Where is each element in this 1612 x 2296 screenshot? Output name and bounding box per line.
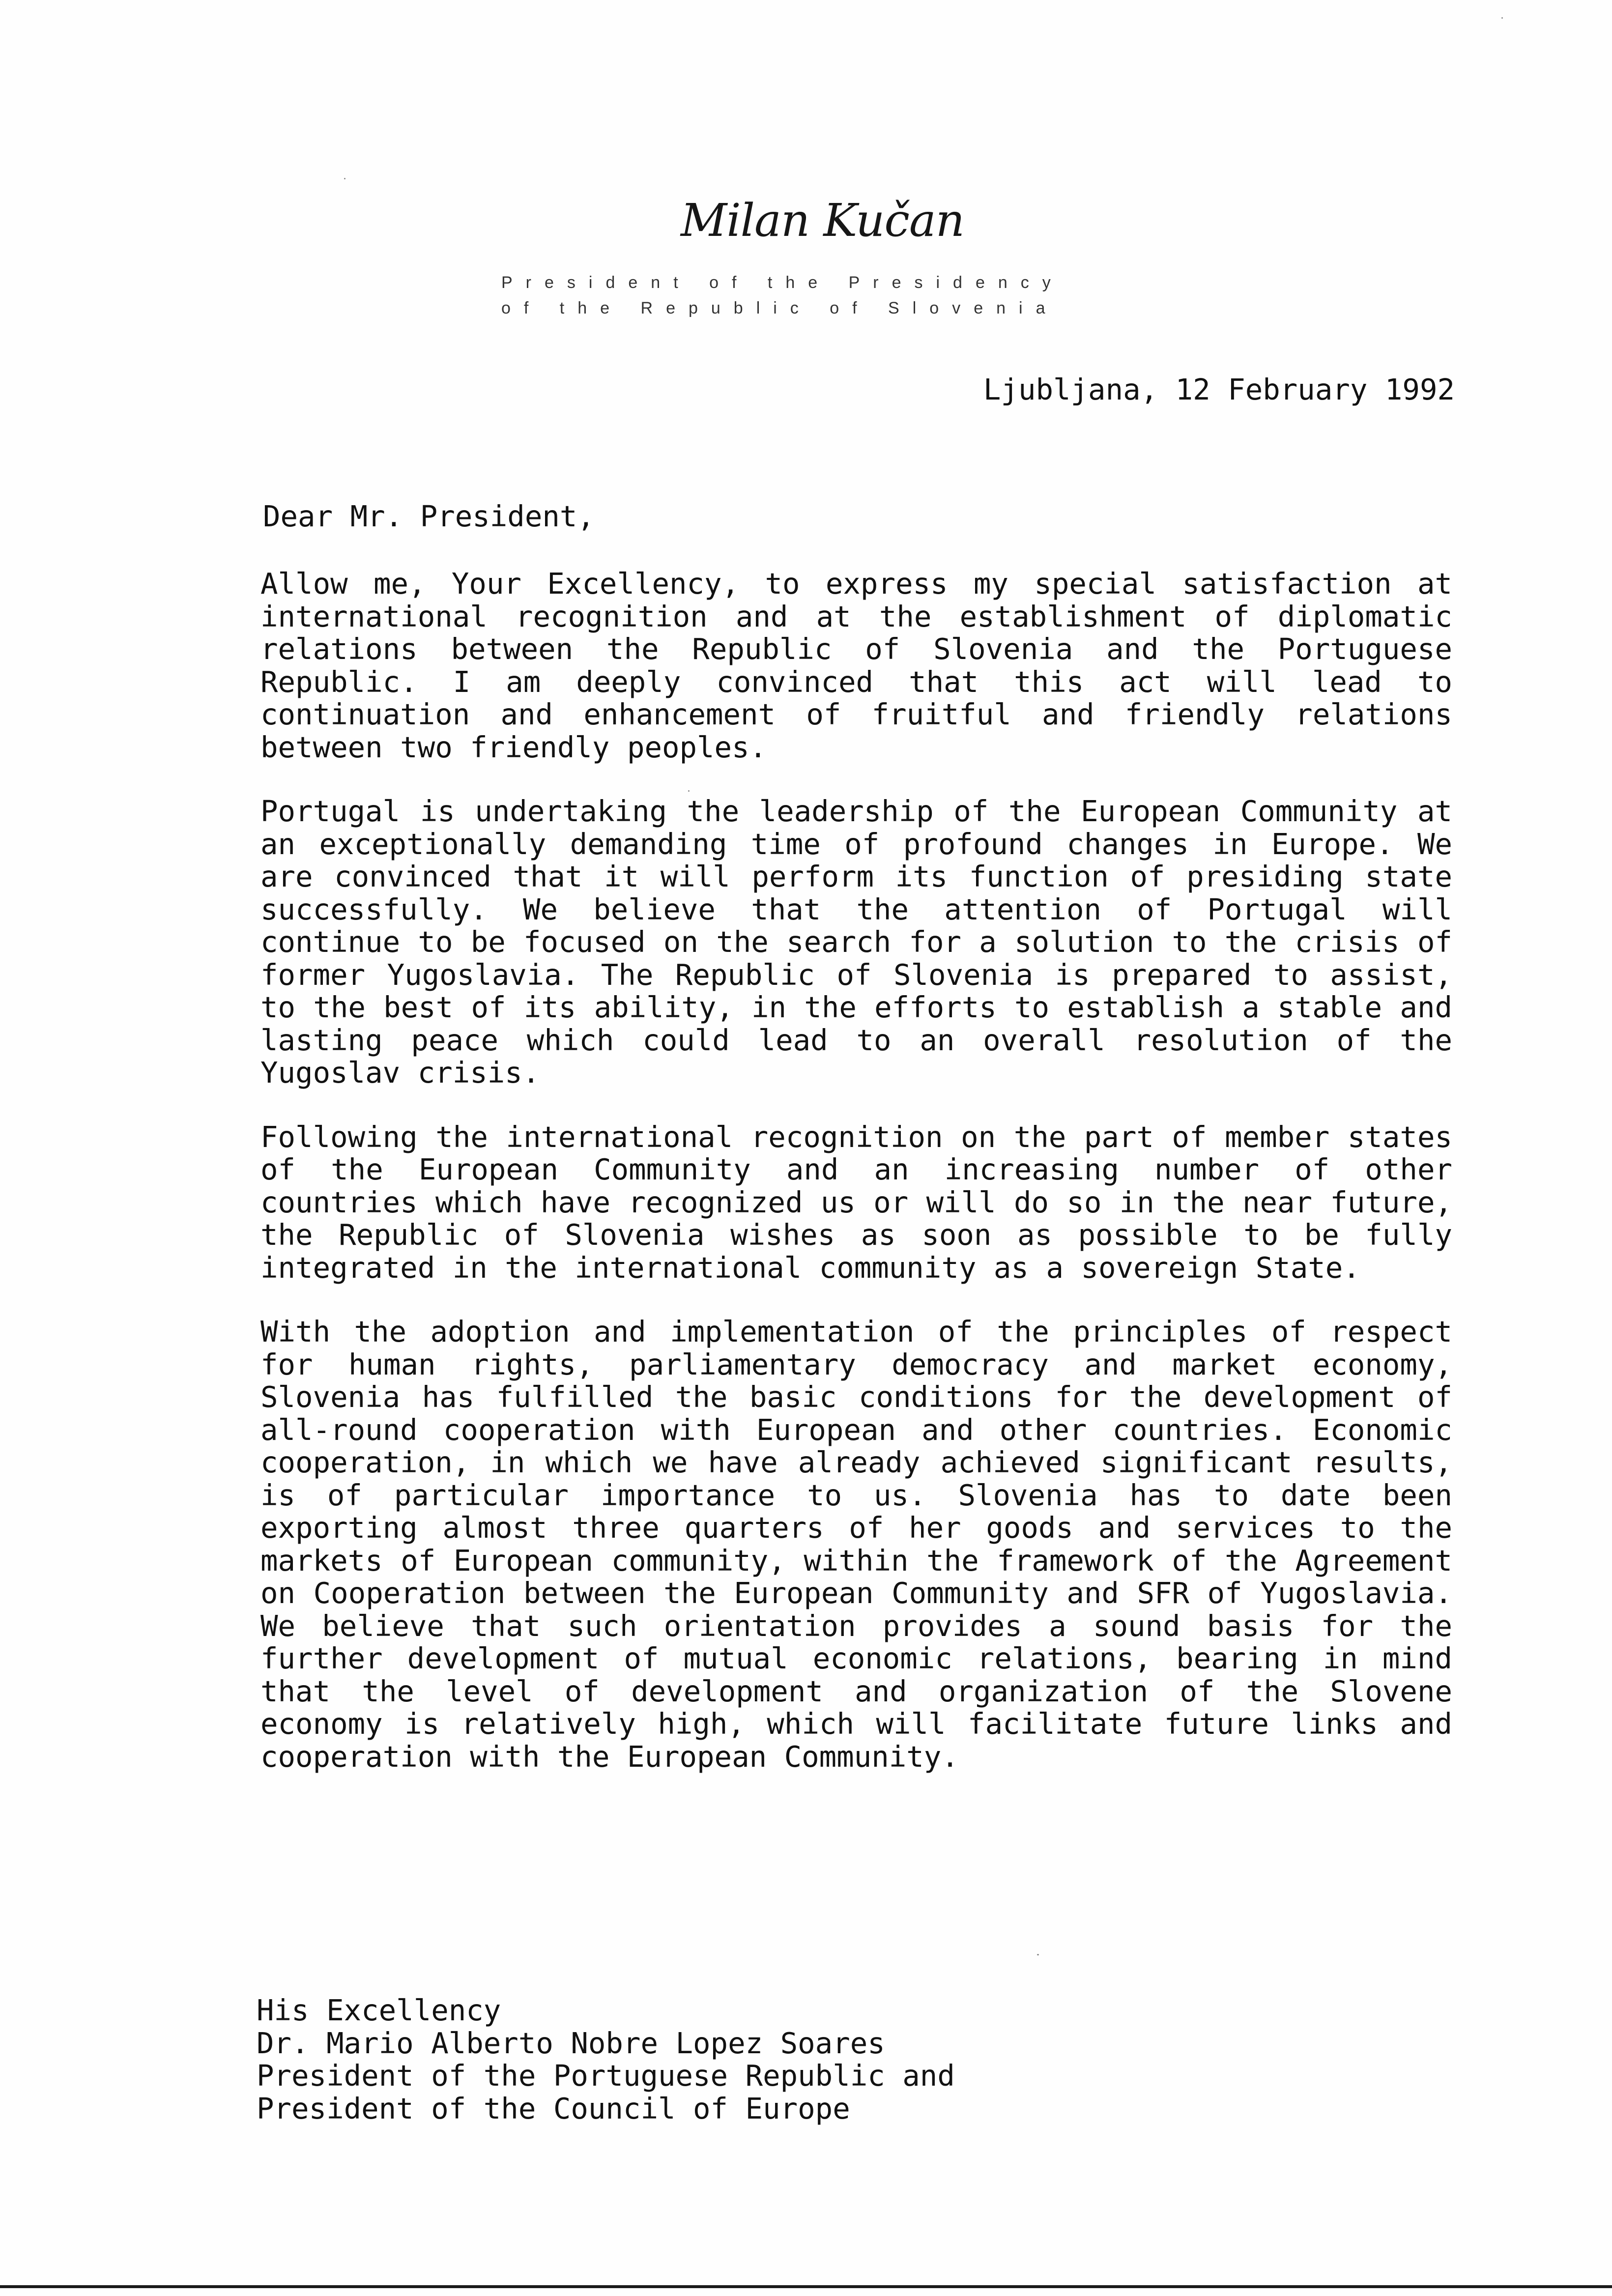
letterhead-title-line-1: President of the Presidency <box>501 273 1064 292</box>
addressee-line-1: His Excellency <box>257 1993 501 2027</box>
scan-speck <box>344 178 345 179</box>
letter-body <box>260 568 1452 1805</box>
letterhead-name: Milan Kučan <box>681 194 964 247</box>
addressee-line-2: Dr. Mario Alberto Nobre Lopez Soares <box>257 2026 885 2060</box>
body-paragraph-2: Portugal is undertaking the leadership of the European Community at an exceptionally demanding time of profound changes in Europe. We are convinced that it will perform its function of presiding state successfully. We believe that the attention of Portugal will continue to be focused on the search for a solution to the crisis of former Yugoslavia. The Republic of Slovenia is prepared to assist, to the best of its ability, in the efforts to establish a stable and lasting peace which could lead to an overall resolution of the Yugoslav crisis. <box>260 794 1452 1090</box>
addressee-line-3: President of the Portuguese Republic and <box>257 2059 955 2093</box>
scan-speck <box>688 790 690 792</box>
body-paragraph-4: With the adoption and implementation of the principles of respect for human rights, parliamentary democracy and market economy, Slovenia has fulfilled the basic conditions for the development of all-round cooperation with European and other countries. Economic cooperation, in which we have already achieved significant results, is of particular importance to us. Slovenia has to date been exporting almost three quarters of her goods and services to the markets of European community, within the framework of the Agreement on Cooperation between the European Community and SFR of Yugoslavia. We believe that such orientation provides a sound basis for the further development of mutual economic relations, bearing in mind that the level of development and organization of the Slovene economy is relatively high, which will facilitate future links and cooperation with the European Community. <box>260 1315 1452 1774</box>
scan-speck <box>1501 17 1503 19</box>
body-paragraph-3: Following the international recognition on the part of member states of the European Community and an increasing number of other countries which have recognized us or will do so in the near future, the Republic of Slovenia wishes as soon as possible to be fully integrated in the international community as a sovereign State. <box>260 1119 1452 1285</box>
letterhead-title-line-2: of the Republic of Slovenia <box>501 299 1059 317</box>
addressee-block <box>257 1994 955 2125</box>
bottom-rule <box>0 2285 1612 2288</box>
date-line: Ljubljana, 12 February 1992 <box>983 373 1455 406</box>
scan-speck <box>1037 1954 1039 1955</box>
salutation: Dear Mr. President, <box>263 499 595 533</box>
addressee-line-4: President of the Council of Europe <box>257 2091 850 2125</box>
body-paragraph-1: Allow me, Your Excellency, to express my special satisfaction at international recognition and at the establishment of diplomatic relations between the Republic of Slovenia and the Portuguese Republic. I am deeply convinced that this act will lead to continuation and enhancement of fruitful and friendly relations between two friendly peoples. <box>260 567 1452 764</box>
